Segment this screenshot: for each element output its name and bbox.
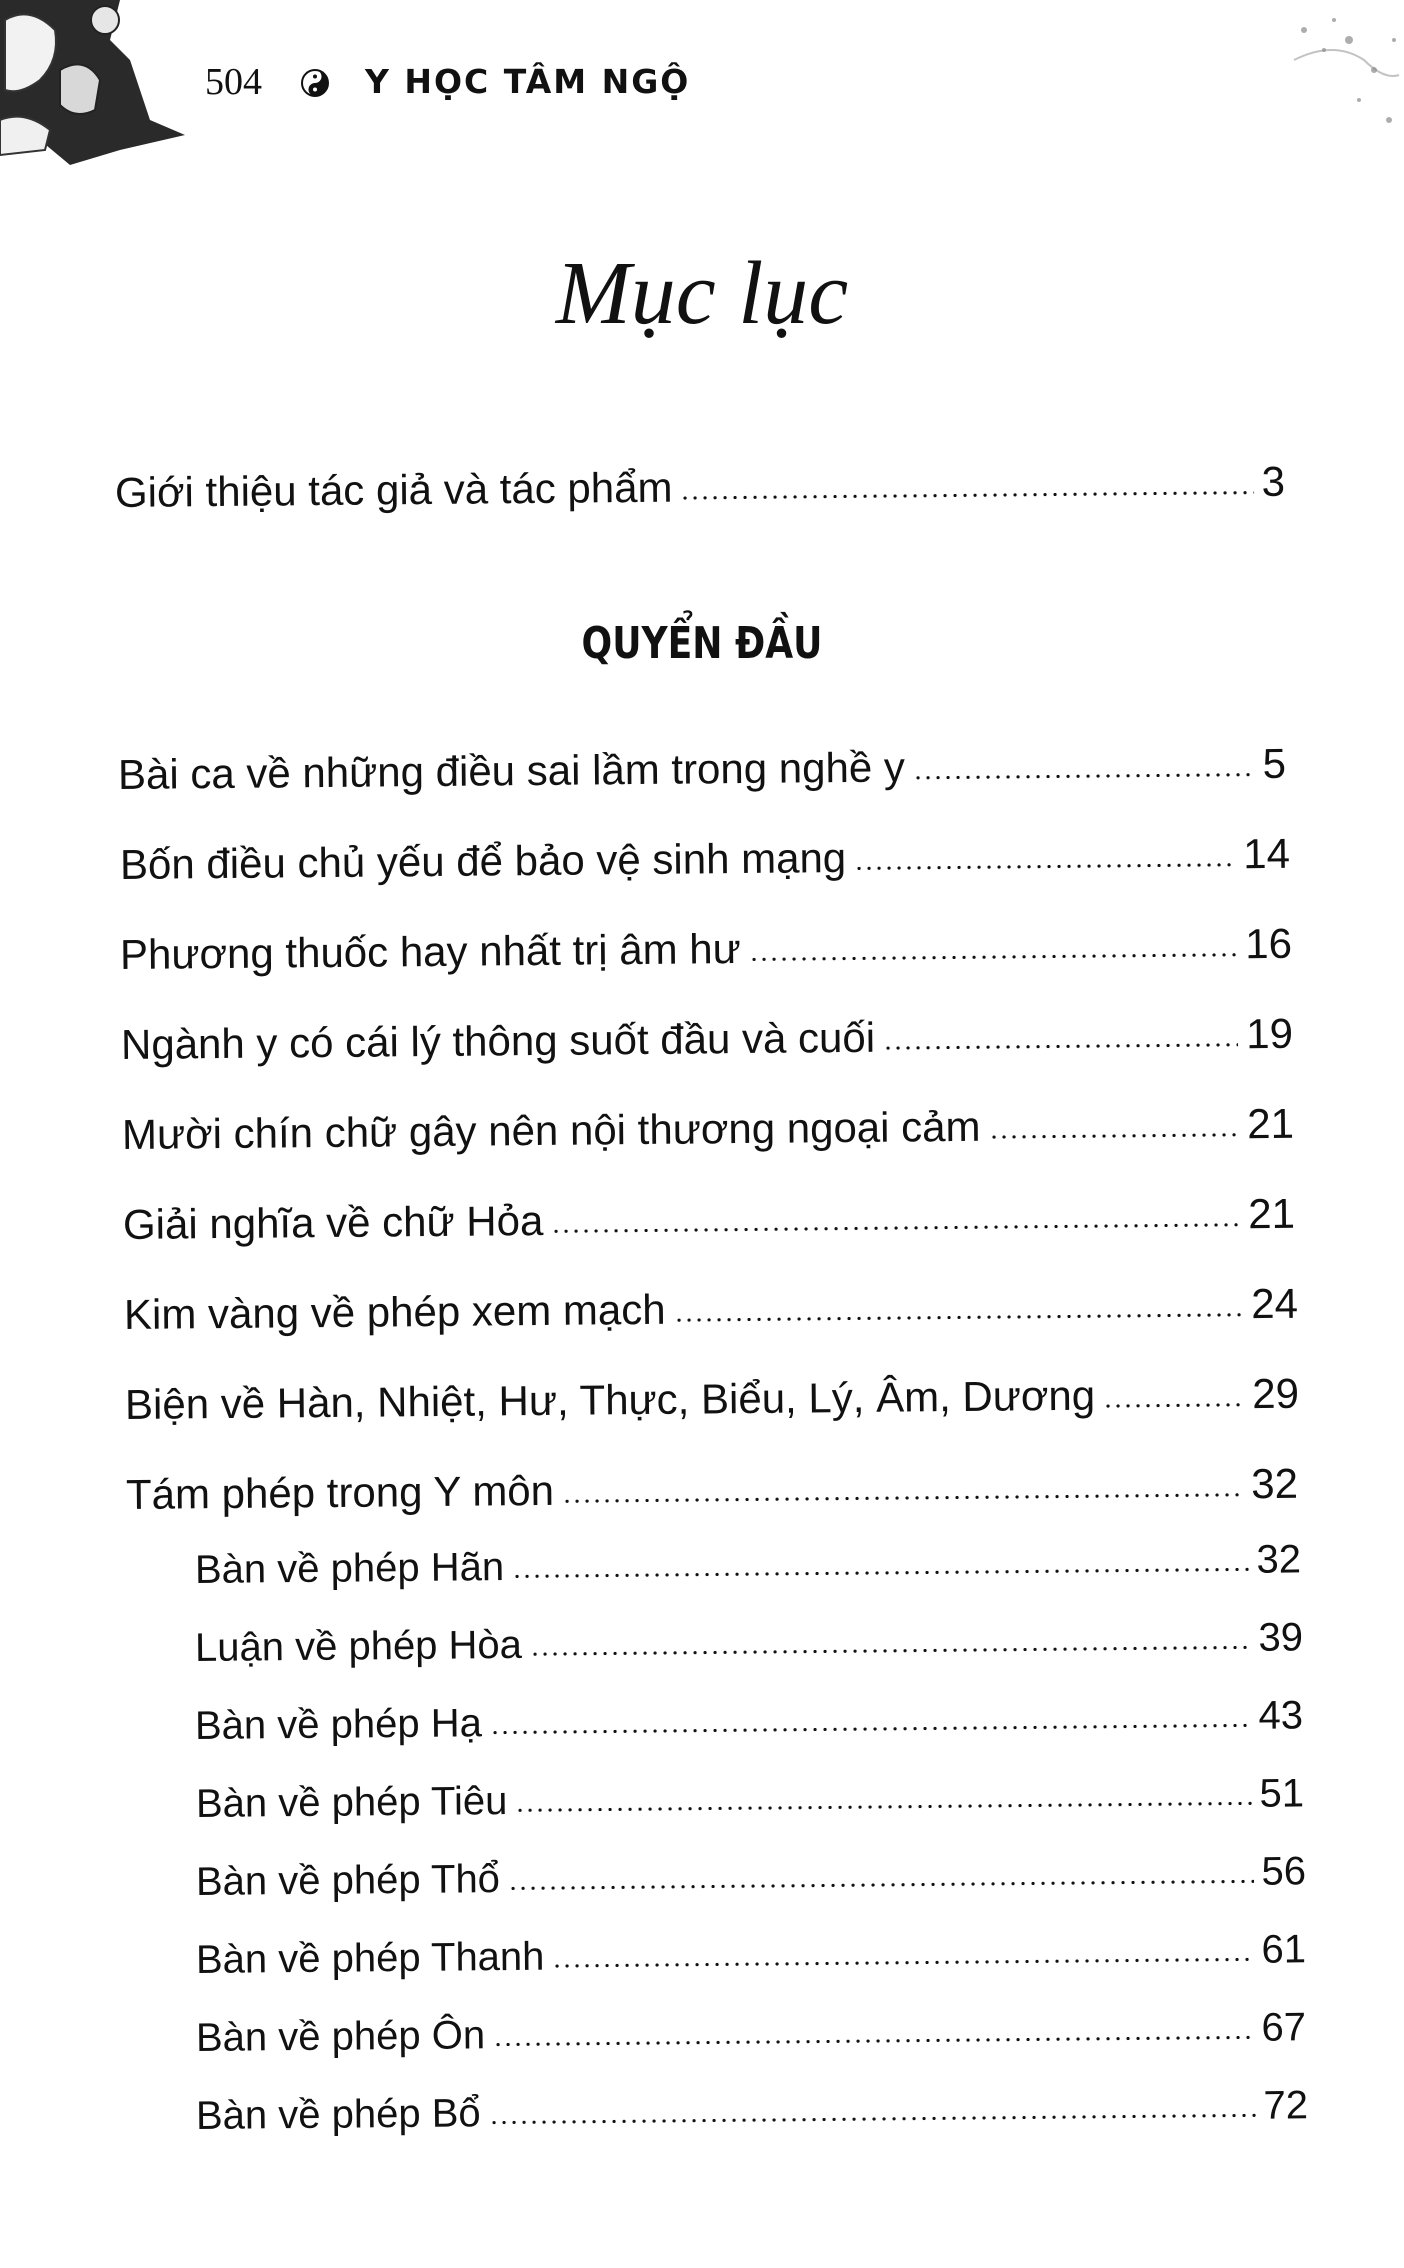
toc-entry-label: Giới thiệu tác giả và tác phẩm: [114, 463, 673, 516]
toc-entry-label: Bàn về phép Ôn: [195, 2013, 486, 2060]
toc-entry[interactable]: [124, 1279, 1298, 1341]
page-number: 504: [205, 61, 262, 103]
toc-entry-label: Bàn về phép Hãn: [194, 1545, 505, 1592]
page-title: Mục lục: [555, 244, 849, 343]
toc-entry-page: 3: [1261, 457, 1286, 505]
decorative-corner-ornament: [1264, 0, 1404, 150]
toc-leader: [490, 1724, 1251, 1734]
toc-entry[interactable]: [125, 1369, 1299, 1431]
toc-entry-page: 43: [1258, 1693, 1304, 1738]
toc-leader: [489, 2114, 1256, 2124]
toc-entry-page: 14: [1242, 829, 1291, 878]
toc-entry-label: Bốn điều chủ yếu để bảo vệ sinh mạng: [119, 834, 847, 888]
toc-entry-page: 67: [1261, 2005, 1307, 2050]
toc-entry[interactable]: [115, 457, 1285, 519]
toc-entry-page: 29: [1251, 1369, 1300, 1418]
toc-subentry[interactable]: [195, 1535, 1301, 1594]
toc-entry-page: 24: [1250, 1279, 1299, 1328]
toc-leader: [883, 1043, 1238, 1049]
toc-entry-page: 51: [1259, 1771, 1305, 1816]
toc-entry-page: 5: [1262, 739, 1287, 788]
page-header: [0, 0, 1404, 170]
toc-leader: [989, 1133, 1240, 1138]
toc-leader: [552, 1958, 1253, 1968]
yin-yang-icon: [300, 68, 330, 98]
toc-leader: [1103, 1403, 1244, 1407]
toc-subentry[interactable]: [196, 1847, 1306, 1906]
toc-entry-label: Bàn về phép Thổ: [195, 1857, 501, 1904]
toc-subentry[interactable]: [196, 1925, 1306, 1984]
toc-entry-page: 19: [1245, 1009, 1294, 1058]
toc-entry-page: 56: [1261, 1849, 1307, 1894]
toc-subentry[interactable]: [196, 2003, 1306, 2062]
toc-entry-label: Bàn về phép Hạ: [194, 1701, 483, 1748]
toc-leader: [512, 1568, 1248, 1578]
toc-entry-label: Kim vàng về phép xem mạch: [123, 1285, 666, 1338]
toc-entry-page: 72: [1263, 2083, 1309, 2128]
toc-entry[interactable]: [126, 1459, 1298, 1521]
toc-subentry[interactable]: [196, 2081, 1308, 2140]
toc-entry-label: Bài ca về những điều sai lầm trong nghề y: [117, 743, 906, 798]
toc-entry[interactable]: [121, 1009, 1293, 1071]
toc-leader: [515, 1802, 1251, 1812]
toc-entry[interactable]: [123, 1189, 1295, 1251]
toc-subentry[interactable]: [196, 1769, 1304, 1828]
toc-entry-page: 32: [1256, 1537, 1302, 1582]
toc-subentry[interactable]: [195, 1691, 1303, 1750]
toc-entry-label: Bàn về phép Tiêu: [195, 1779, 508, 1826]
toc-leader: [854, 863, 1235, 870]
toc-entry-label: Mười chín chữ gây nên nội thương ngoại cảm: [121, 1102, 981, 1158]
toc-entry-page: 39: [1258, 1615, 1304, 1660]
toc-entry-page: 21: [1247, 1189, 1296, 1238]
toc-entry-label: Biện về Hàn, Nhiệt, Hư, Thực, Biểu, Lý, Âm, Dương: [124, 1371, 1096, 1428]
running-title: Y HỌC TÂM NGỘ: [365, 62, 691, 101]
toc-entry[interactable]: [122, 1099, 1294, 1161]
toc-leader: [508, 1880, 1254, 1890]
toc-leader: [551, 1223, 1240, 1233]
toc-entry-label: Bàn về phép Thanh: [195, 1934, 545, 1982]
toc-entry[interactable]: [120, 829, 1290, 891]
toc-entry-page: 61: [1261, 1927, 1307, 1972]
toc-subentry[interactable]: [195, 1613, 1303, 1672]
toc-entry[interactable]: [120, 919, 1292, 981]
toc-leader: [913, 773, 1255, 779]
toc-leader: [749, 953, 1238, 961]
toc-entry-page: 32: [1250, 1459, 1299, 1508]
toc-entry[interactable]: [118, 739, 1286, 801]
section-heading: QUYỂN ĐẦU: [581, 618, 823, 669]
toc-leader: [681, 491, 1254, 500]
toc-entry-page: 16: [1244, 919, 1293, 968]
toc-entry-label: Luận về phép Hòa: [194, 1622, 523, 1670]
toc-leader: [674, 1313, 1244, 1321]
toc-entry-label: Tám phép trong Y môn: [125, 1466, 555, 1518]
toc-leader: [562, 1493, 1243, 1503]
illustration-figures: [0, 0, 190, 170]
toc-entry-label: Ngành y có cái lý thông suốt đầu và cuối: [120, 1013, 876, 1068]
toc-leader: [530, 1646, 1251, 1656]
toc-entry-label: Phương thuốc hay nhất trị âm hư: [119, 925, 741, 978]
toc-entry-label: Giải nghĩa về chữ Hỏa: [122, 1196, 544, 1248]
toc-entry-label: Bàn về phép Bổ: [195, 2091, 481, 2138]
toc-leader: [493, 2036, 1253, 2046]
toc-entry-page: 21: [1246, 1099, 1295, 1148]
